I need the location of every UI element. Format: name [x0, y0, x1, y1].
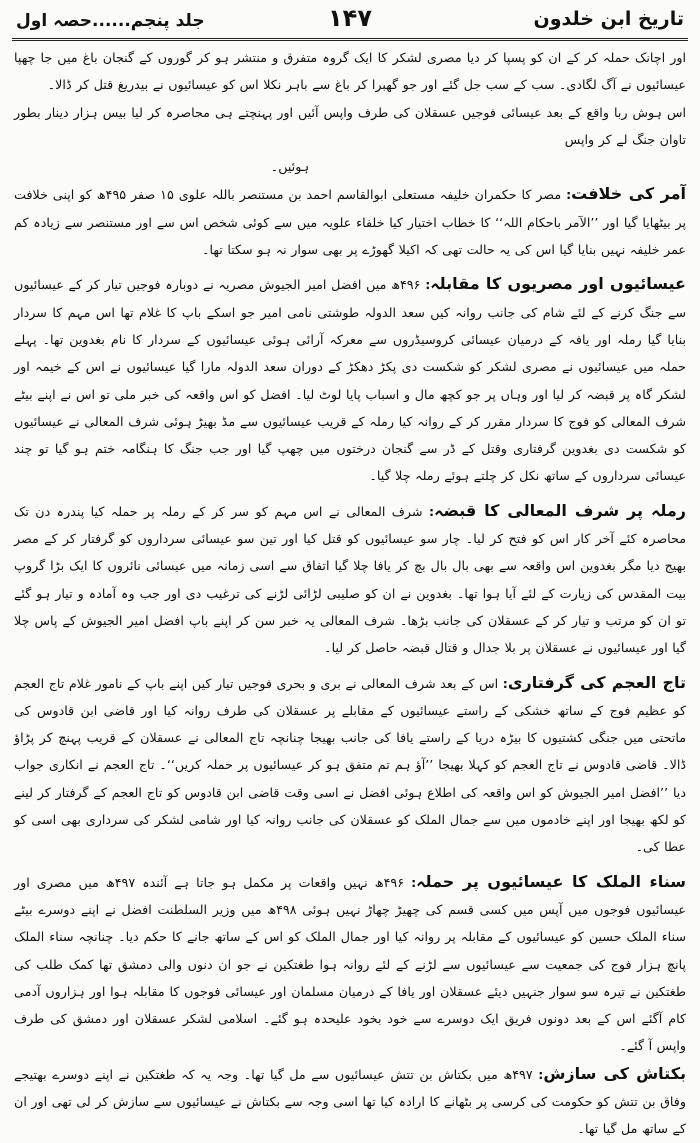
- page-header: [12, 4, 688, 41]
- paragraph: [14, 44, 686, 99]
- paragraph: بکتاش کی سازش: ۴۹۷ھ میں بکتاش بن تتش عیسائیوں سے مل گیا تھا۔ وجہ یہ کہ طغتکین نے اپنے دوسرے بھتیجے وفاق بن تتش کو حکومت کی کرسی پر بٹھانے کا ارادہ کیا تھا اسی وجہ سے بکتاش نے عیسائیوں سے سازش کر لی تھی اور ان کے ساتھ مل گیا تھا۔: [14, 1063, 687, 1137]
- paragraph-text: اس کے بعد شرف المعالی نے بری و بحری فوجیں تیار کیں اپنے باپ کے نامور غلام تاج العجم کو عظیم فوج کے ساتھ خشکی کے راستے عیسائیوں کے مقابلے پر عسقلان کی طرف روانہ کیا اور قاضی ابن قادوس کی ماتحتی میں جنگی کشتیوں کا بیڑہ دریا کے راستے یافا کی جانب بھیجا چنانچہ تاج المعالی نے عسقلان کے قریب پہنچ کر پڑاؤ ڈالا۔ قاضی قادوس نے تاج العجم کو کہلا بھیجا ’’آؤ ہم تم متفق ہو کر عیسائیوں پر حملہ کریں‘‘۔ تاج العجم نے انکاری جواب دیا ’’افضل امیر الجیوش کو اس واقعہ کی اطلاع ہوئی افضل نے اسی وقت قاضی ابن قادوس کو تاج العجم کے گرفتار کر لینے کو لکھ بھیجا اور اپنے خادموں میں سے جمال الملک کو عسقلان کی جانب روانہ کیا اور شامی لشکر کی سرداری بھی اسی کو عطا کی۔: [14, 675, 686, 855]
- page-number: ۱۴۷: [328, 4, 372, 32]
- paragraph-text: شرف المعالی نے اس مہم کو سر کر کے رملہ پر حملہ کیا پندرہ دن تک محاصرہ کئے آخر کار اس کو فتح کر لیا۔ چار سو عیسائیوں کو قتل کیا اور تین سو عیسائی سرداروں کو گرفتار کر کے مصر بھیج دیا مگر بغدوین اس واقعہ سے بھی بال بال بچ کر یافا چلا گیا اتفاق سے اسی زمانہ میں عیسائی نائروں کا ایک بڑا گروپ بیت المقدس کی زیارت کے لئے آیا ہوا تھا۔ بغدوین نے ان کو صلیبی لڑائی لڑنے کی ترغیب دی اور جب وہ آمادہ و تیار ہو گئے تو ان کو مرتب و تیار کر کے عسقلان کی جانب بڑھا۔ شرف المعالی یہ خبر سن کر اپنے باپ افضل امیر الجیوش کے پاس چلا گیا اور عیسائیوں نے عسقلان پر بلا جدال و قتال قبضہ حاصل کر لیا۔: [14, 503, 686, 656]
- paragraph: رملہ پر شرف المعالی کا قبضہ: شرف المعالی نے اس مہم کو سر کر کے رملہ پر حملہ کیا پندرہ دن تک محاصرہ کئے آخر کار اس کو فتح کر لیا۔ چار سو عیسائیوں کو قتل کیا اور تین سو عیسائی سرداروں کو گرفتار کر کے مصر بھیج دیا مگر بغدوین اس واقعہ سے بھی بال بال بچ کر یافا چلا گیا اتفاق سے اسی زمانہ میں عیسائی نائروں کا ایک بڑا گروپ بیت المقدس کی زیارت کے لئے آیا ہوا تھا۔ بغدوین نے ان کو صلیبی لڑائی لڑنے کی ترغیب دی اور جب وہ آمادہ و تیار ہو گئے تو ان کو مرتب و تیار کر کے عسقلان کی جانب بڑھا۔ شرف المعالی یہ خبر سن کر اپنے باپ افضل امیر الجیوش کے پاس چلا گیا اور عیسائیوں نے عسقلان پر بلا جدال و قتال قبضہ حاصل کر لیا۔: [14, 500, 686, 656]
- paragraph: آمر کی خلافت: مصر کا حکمران خلیفہ مستعلی ابوالقاسم احمد بن مستنصر باللہ علوی ۱۵ صفر ۴۹۵ھ کو اپنی خلافت پر بیٹھایا گیا اور ’’الآمر باحکام اللہ‘‘ کا خطاب اختیار کیا خلفاء علویہ میں سے کوئی شخص اس سے اور مستنصر سے زیادہ کم عمر خلیفہ نہیں بنایا گیا اس کی یہ حالت تھی کہ اکیلا گھوڑے پر بھی سوار نہ ہو سکتا تھا۔: [14, 184, 686, 258]
- paragraph: سناء الملک کا عیسائیوں پر حملہ: ۴۹۶ھ نہیں واقعات پر مکمل ہو جاتا ہے آئندہ ۴۹۷ھ میں مصری اور عیسائیوں فوجوں میں آپس میں کسی قسم کی چھیڑ چھاڑ نہیں ہوئی ۴۹۸ھ میں وزیر السلطنت افضل نے اپنے دوسرے بیٹے سناء الملک حسین کو عیسائیوں کے مقابلہ پر روانہ کیا اور جمال الملک کو اس کے ساتھ جانے کا حکم دیا۔ چنانچہ سناء الملک پانچ ہزار فوج کی جمعیت سے عیسائیوں سے لڑنے کے لئے روانہ ہوا طغتکین نے جو ان دنوں والی دمشق تھا کمک طلب کی طغتکین نے تیرہ سو سوار جنہیں دیئے عسقلان اور یافا کے درمیان مسلمان اور عیسائی فوجوں کا مقابلہ ہوا اور ہزاروں آدمی کام آگئے اس کے بعد دونوں فریق ایک دوسرے سے خود بخود علیحدہ ہو گئے۔ اسلامی لشکر عسقلان اور دمشق کی طرف واپس آ گئے۔: [14, 871, 686, 1054]
- paragraph-text: مصر کا حکمران خلیفہ مستعلی ابوالقاسم احمد بن مستنصر باللہ علوی ۱۵ صفر ۴۹۵ھ کو اپنی خلافت پر بیٹھایا گیا اور ’’الآمر باحکام اللہ‘‘ کا خطاب اختیار کیا خلفاء علویہ میں سے کوئی شخص اس سے اور مستنصر سے زیادہ کم عمر خلیفہ نہیں بنایا گیا اس کی یہ حالت تھی کہ اکیلا گھوڑے پر بھی سوار نہ ہو سکتا تھا۔: [14, 187, 686, 258]
- section-heading: آمر کی خلافت: [571, 184, 686, 204]
- paragraph: تاج العجم کی گرفتاری: اس کے بعد شرف المعالی نے بری و بحری فوجیں تیار کیں اپنے باپ کے نامور غلام تاج العجم کو عظیم فوج کے ساتھ خشکی کے راستے عیسائیوں کے مقابلے پر عسقلان کی طرف روانہ کیا اور قاضی ابن قادوس کی ماتحتی میں جنگی کشتیوں کا بیڑہ دریا کے راستے یافا کی جانب بھیجا چنانچہ تاج المعالی نے عسقلان کے قریب پہنچ کر پڑاؤ ڈالا۔ قاضی قادوس نے تاج العجم کو کہلا بھیجا ’’آؤ ہم تم متفق ہو کر عیسائیوں پر حملہ کریں‘‘۔ تاج العجم نے انکاری جواب دیا ’’افضل امیر الجیوش کو اس واقعہ کی اطلاع ہوئی افضل نے اسی وقت قاضی ابن قادوس کو تاج العجم کے گرفتار کر لینے کو لکھ بھیجا اور اپنے خادموں میں سے جمال الملک کو عسقلان کی جانب روانہ کیا اور شامی لشکر کی سرداری بھی اسی کو عطا کی۔: [14, 672, 686, 855]
- paragraph-text: اور اچانک حملہ کر کے ان کو پسپا کر دیا مصری لشکر کا ایک گروہ متفرق و منتشر ہو کر گوروں کے گنجان باغ میں جا چھپا عیسائیوں نے آگ لگادی۔ سب کے سب جل گئے اور جو گھبرا کر باغ سے باہر نکلا اس کو عیسائیوں نے بیدریغ قتل کر ڈالا۔: [14, 50, 686, 93]
- paragraph-text: ۴۹۶ھ نہیں واقعات پر مکمل ہو جاتا ہے آئندہ ۴۹۷ھ میں مصری اور عیسائیوں فوجوں میں آپس میں کسی قسم کی چھیڑ چھاڑ نہیں ہوئی ۴۹۸ھ میں وزیر السلطنت افضل نے اپنے دوسرے بیٹے سناء الملک حسین کو عیسائیوں کے مقابلہ پر روانہ کیا اور جمال الملک کو اس کے ساتھ جانے کا حکم دیا۔ چنانچہ سناء الملک پانچ ہزار فوج کی جمعیت سے عیسائیوں سے لڑنے کے لئے روانہ ہوا طغتکین نے جو ان دنوں والی دمشق تھا کمک طلب کی طغتکین نے تیرہ سو سوار جنہیں دیئے عسقلان اور یافا کے درمیان مسلمان اور عیسائی فوجوں کا مقابلہ ہوا اور ہزاروں آدمی کام آگئے اس کے بعد دونوں فریق ایک دوسرے سے خود بخود علیحدہ ہو گئے۔ اسلامی لشکر عسقلان اور دمشق کی طرف واپس آ گئے۔: [14, 874, 686, 1054]
- paragraph: [14, 153, 686, 180]
- paragraph: [14, 99, 686, 154]
- book-title: تاریخ ابن خلدون: [533, 8, 684, 30]
- section-heading: تاج العجم کی گرفتاری: [507, 672, 686, 692]
- volume-part: جلد پنجم......حصہ اول: [16, 11, 205, 31]
- section-heading: عیسائیوں اور مصریوں کا مقابلہ: [430, 274, 686, 294]
- section-heading: بکتاش کی سازش: [543, 1063, 687, 1083]
- paragraph: عیسائیوں اور مصریوں کا مقابلہ: ۴۹۶ھ میں افضل امیر الجیوش مصریہ نے دوبارہ فوجیں تیار کر کے عیسائیوں سے جنگ کرنے کے لئے شام کی جانب روانہ کیں سعد الدولہ طوشتی نامی امیر جو اسکے باپ کا غلام تھا اس مہم کا سردار بنایا گیا رملہ اور یافہ کے درمیان عیسائی کروسیڈروں سے معرکہ آرائی ہوئی عیسائیوں کے سردار کا نام بغدوین تھا۔ پہلے حملہ میں عیسائیوں نے مصری لشکر کو شکست دی پکڑ دھکڑ کے دوران سعد الدولہ مارا گیا عیسائیوں نے اس کے خیمہ اور لشکر گاہ پر قبضہ کر لیا اور وہاں پر جو کچھ مال و اسباب پایا لوٹ لیا۔ افضل کو اس واقعہ کی خبر ملی تو اس نے اپنے بیٹے شرف المعالی کو فوج کا سردار مقرر کر کے روانہ کیا رملہ کے قریب عیسائیوں سے مڈ بھیڑ ہوئی شرف المعالی نے عیسائیوں کو شکست دی بغدوین گرفتاری وقتل کے ڈر سے گنجان درختوں میں چھپ گیا اور جب جنگ کا ہنگامہ ختم ہو گیا تو چند عیسائی سرداروں کے ساتھ نکل کر چلتے ہوئے رملہ چلا گیا۔: [14, 274, 686, 484]
- page-body: [14, 44, 686, 1143]
- paragraph-text: ۴۹۷ھ میں بکتاش بن تتش عیسائیوں سے مل گیا تھا۔ وجہ یہ کہ طغتکین نے اپنے دوسرے بھتیجے وفاق بن تتش کو حکومت کی کرسی پر بٹھانے کا ارادہ کیا تھا اسی وجہ سے بکتاش نے عیسائیوں سے سازش کر لی تھی اور ان کے ساتھ مل گیا تھا۔: [14, 1066, 686, 1137]
- paragraph-text: ۴۹۶ھ میں افضل امیر الجیوش مصریہ نے دوبارہ فوجیں تیار کر کے عیسائیوں سے جنگ کرنے کے لئے شام کی جانب روانہ کیں سعد الدولہ طوشتی نامی امیر جو اسکے باپ کا غلام تھا اس مہم کا سردار بنایا گیا رملہ اور یافہ کے درمیان عیسائی کروسیڈروں سے معرکہ آرائی ہوئی عیسائیوں کے سردار کا نام بغدوین تھا۔ پہلے حملہ میں عیسائیوں نے مصری لشکر کو شکست دی پکڑ دھکڑ کے دوران سعد الدولہ مارا گیا عیسائیوں نے اس کے خیمہ اور لشکر گاہ پر قبضہ کر لیا اور وہاں پر جو کچھ مال و اسباب پایا لوٹ لیا۔ افضل کو اس واقعہ کی خبر ملی تو اس نے اپنے بیٹے شرف المعالی کو فوج کا سردار مقرر کر کے روانہ کیا رملہ کے قریب عیسائیوں سے مڈ بھیڑ ہوئی شرف المعالی نے عیسائیوں کو شکست دی بغدوین گرفتاری وقتل کے ڈر سے گنجان درختوں میں چھپ گیا اور جب جنگ کا ہنگامہ ختم ہو گیا تو چند عیسائی سرداروں کے ساتھ نکل کر چلتے ہوئے رملہ چلا گیا۔: [14, 277, 686, 484]
- section-heading: رملہ پر شرف المعالی کا قبضہ: [434, 500, 686, 520]
- paragraph-text: ہوئیں۔: [270, 159, 310, 175]
- section-heading: سناء الملک کا عیسائیوں پر حملہ: [416, 871, 686, 891]
- paragraph-text: اس ہوش ربا واقع کے بعد عیسائی فوجیں عسقلان کی طرف واپس آئیں اور پہنچتے ہی محاصرہ کر لیا بیس ہزار دینار بطور تاوان جنگ لے کر واپس: [14, 104, 686, 147]
